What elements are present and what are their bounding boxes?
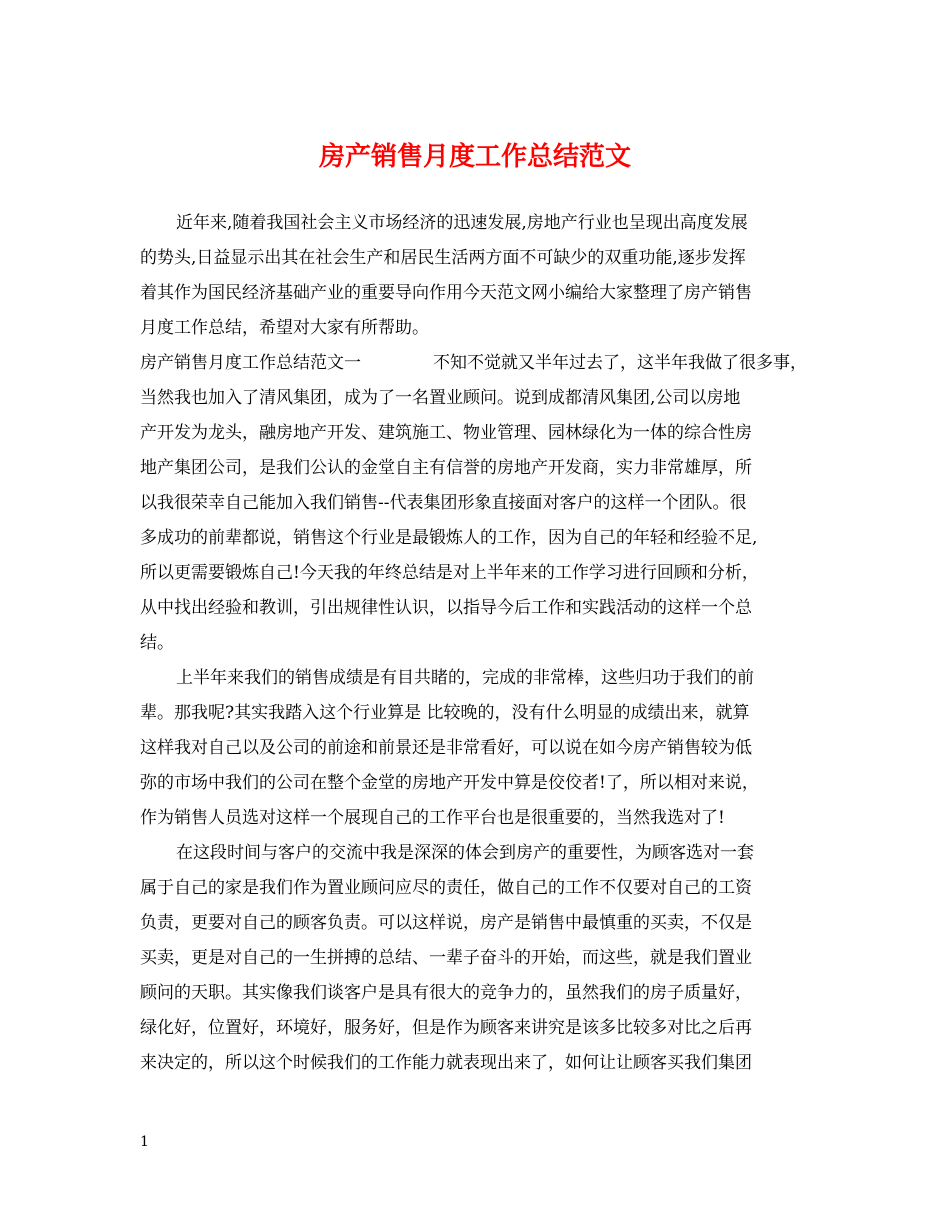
paragraph-line: 属于自己的家是我们作为置业顾问应尽的责任，做自己的工作不仅要对自己的工资 [140, 878, 752, 898]
paragraph-line: 近年来,随着我国社会主义市场经济的迅速发展,房地产行业也呈现出高度发展 [176, 213, 748, 233]
document-title: 房产销售月度工作总结范文 [318, 142, 631, 172]
paragraph-line: 弥的市场中我们的公司在整个金堂的房地产开发中算是佼佼者!了，所以相对来说， [140, 773, 759, 793]
paragraph-line: 结。 [140, 633, 174, 653]
paragraph-line: 这样我对自己以及公司的前途和前景还是非常看好，可以说在如今房产销售较为低 [140, 738, 752, 758]
paragraph-line: 当然我也加入了清风集团，成为了一名置业顾问。说到成都清风集团,公司以房地 [140, 388, 741, 408]
paragraph-line: 上半年来我们的销售成绩是有目共睹的，完成的非常棒，这些归功于我们的前 [176, 668, 754, 688]
page-number: 1 [140, 1134, 149, 1150]
paragraph-line: 辈。那我呢?其实我踏入这个行业算是 比较晚的，没有什么明显的成绩出来，就算 [140, 703, 750, 723]
paragraph-line: 在这段时间与客户的交流中我是深深的体会到房产的重要性，为顾客选对一套 [176, 843, 754, 863]
paragraph-line: 地产集团公司，是我们公认的金堂自主有信誉的房地产开发商，实力非常雄厚，所 [140, 458, 752, 478]
paragraph-line: 绿化好，位置好，环境好，服务好，但是作为顾客来讲究是该多比较多对比之后再 [140, 1018, 752, 1038]
paragraph-line: 着其作为国民经济基础产业的重要导向作用今天范文网小编给大家整理了房产销售 [140, 283, 752, 303]
section-heading-continuation: 不知不觉就又半年过去了，这半年我做了很多事， [433, 353, 807, 373]
paragraph-line: 从中找出经验和教训，引出规律性认识，以指导今后工作和实践活动的这样一个总 [140, 598, 752, 618]
paragraph-line: 月度工作总结，希望对大家有所帮助。 [140, 318, 429, 338]
paragraph-line: 的势头,日益显示出其在社会生产和居民生活两方面不可缺少的双重功能,逐步发挥 [140, 248, 746, 268]
paragraph-line: 顾问的天职。其实像我们谈客户是具有很大的竞争力的，虽然我们的房子质量好， [140, 983, 752, 1003]
paragraph-line: 买卖，更是对自己的一生拼搏的总结、一辈子奋斗的开始，而这些，就是我们置业 [140, 948, 752, 968]
section-heading: 房产销售月度工作总结范文一 [140, 353, 361, 373]
paragraph-line: 所以更需要锻炼自己!今天我的年终总结是对上半年来的工作学习进行回顾和分析， [140, 563, 759, 583]
section-heading-line [140, 346, 830, 381]
paragraph-line: 多成功的前辈都说，销售这个行业是最锻炼人的工作，因为自己的年轻和经验不足, [140, 528, 758, 548]
paragraph-line: 产开发为龙头，融房地产开发、建筑施工、物业管理、园林绿化为一体的综合性房 [140, 423, 752, 443]
paragraph-line: 以我很荣幸自己能加入我们销售--代表集团形象直接面对客户的这样一个团队。很 [140, 493, 747, 513]
paragraph-line: 负责，更要对自己的顾客负责。可以这样说，房产是销售中最慎重的买卖，不仅是 [140, 913, 752, 933]
document-body [140, 206, 830, 1081]
paragraph-line: 作为销售人员选对这样一个展现自己的工作平台也是很重要的，当然我选对了! [140, 808, 725, 828]
paragraph-line: 来决定的，所以这个时候我们的工作能力就表现出来了，如何让让顾客买我们集团 [140, 1053, 752, 1073]
